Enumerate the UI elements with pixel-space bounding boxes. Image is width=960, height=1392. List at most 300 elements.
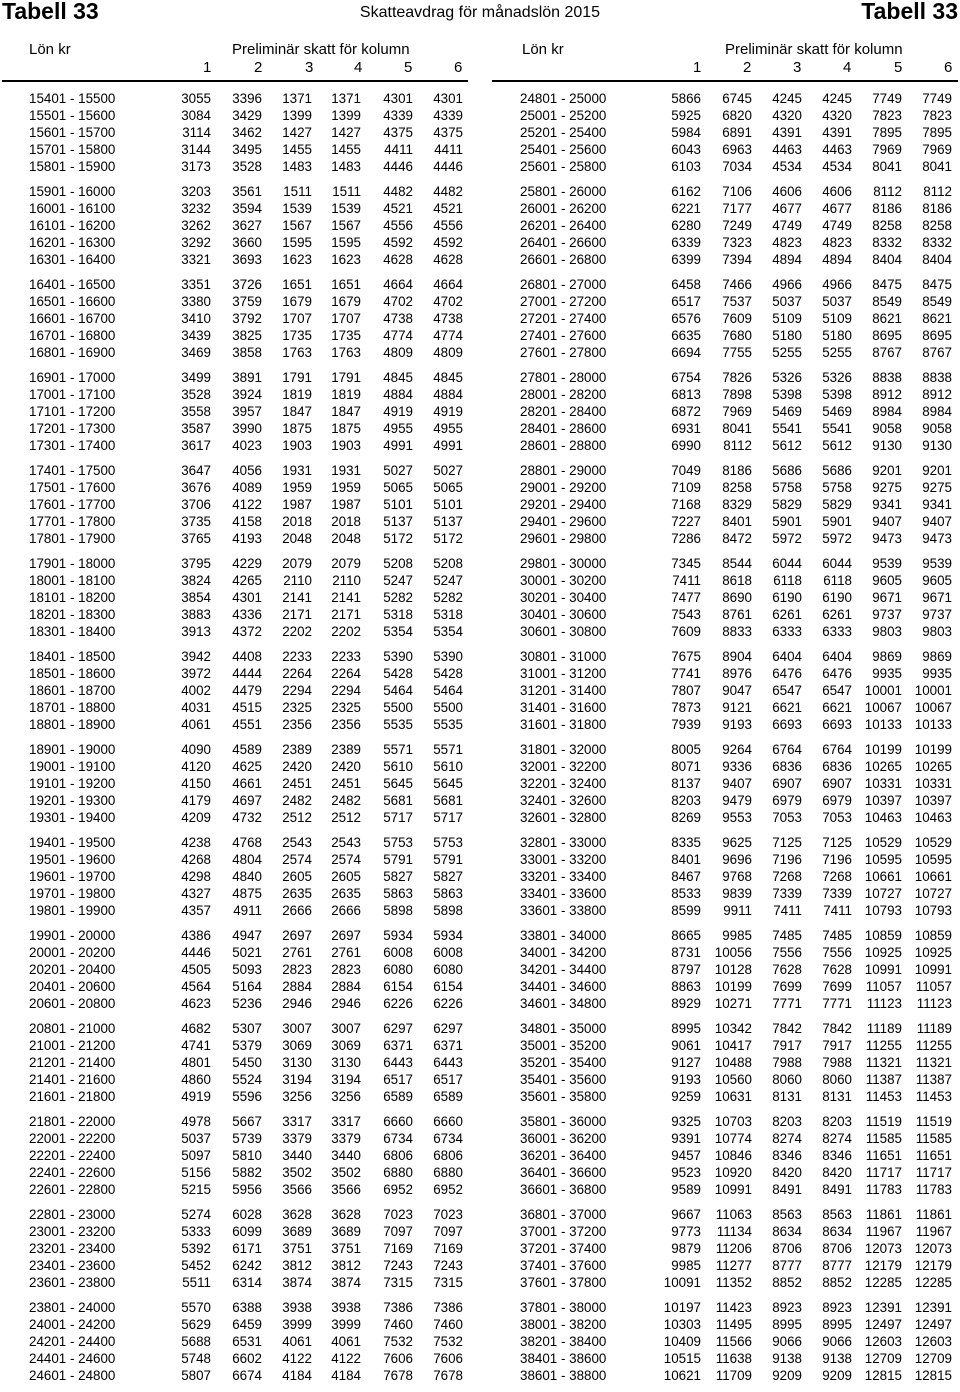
col-num-6: 6 — [944, 59, 953, 76]
tax-col-5: 10529 — [864, 835, 902, 850]
tax-col-3: 2141 — [282, 590, 312, 605]
table-row — [480, 124, 960, 141]
tax-col-1: 8797 — [671, 962, 701, 977]
table-row — [0, 589, 480, 606]
income-range: 37001 - 37200 — [520, 1224, 607, 1239]
tax-col-5: 9737 — [872, 607, 902, 622]
tax-col-1: 7675 — [671, 649, 701, 664]
tax-col-6: 8041 — [922, 159, 952, 174]
tax-col-2: 8761 — [722, 607, 752, 622]
income-range: 18701 - 18800 — [29, 700, 116, 715]
income-range: 18101 - 18200 — [29, 590, 116, 605]
tax-col-4: 4391 — [822, 125, 852, 140]
tax-col-1: 4682 — [181, 1021, 211, 1036]
tax-col-3: 7485 — [772, 928, 802, 943]
tax-col-1: 5215 — [181, 1182, 211, 1197]
table-row — [0, 530, 480, 547]
income-range: 24801 - 25000 — [520, 91, 607, 106]
tax-col-3: 5541 — [772, 421, 802, 436]
tax-col-5: 10001 — [864, 683, 902, 698]
income-range: 35401 - 35600 — [520, 1072, 607, 1087]
table-row — [480, 555, 960, 572]
table-row — [480, 699, 960, 716]
tax-col-6: 4738 — [433, 311, 463, 326]
tax-col-5: 5428 — [383, 666, 413, 681]
tax-col-5: 4411 — [384, 142, 413, 157]
tax-col-4: 6693 — [822, 717, 852, 732]
tax-col-6: 7315 — [433, 1275, 463, 1290]
tax-col-5: 8984 — [872, 404, 902, 419]
tax-col-6: 5027 — [433, 463, 463, 478]
tax-col-4: 4061 — [331, 1334, 361, 1349]
income-range: 21001 - 21200 — [29, 1038, 116, 1053]
tax-col-6: 6952 — [433, 1182, 463, 1197]
table-row — [480, 1181, 960, 1198]
tax-col-3: 7988 — [772, 1055, 802, 1070]
tax-col-2: 8690 — [722, 590, 752, 605]
tax-col-6: 12073 — [914, 1241, 952, 1256]
tax-col-5: 5101 — [383, 497, 413, 512]
tax-col-2: 3924 — [232, 387, 262, 402]
tax-col-5: 7678 — [383, 1368, 413, 1383]
tax-col-2: 4229 — [232, 556, 262, 571]
table-row — [480, 775, 960, 792]
tax-col-5: 4482 — [383, 184, 413, 199]
income-range: 30401 - 30600 — [520, 607, 607, 622]
tax-header-left: Preliminär skatt för kolumn — [232, 41, 410, 58]
tax-col-2: 10774 — [714, 1131, 752, 1146]
tax-col-3: 2264 — [282, 666, 312, 681]
table-row — [0, 386, 480, 403]
table-row — [480, 386, 960, 403]
tax-col-5: 9473 — [872, 531, 902, 546]
tax-col-1: 3439 — [181, 328, 211, 343]
tax-col-2: 3528 — [232, 159, 262, 174]
income-range: 16101 - 16200 — [29, 218, 116, 233]
tax-col-6: 10925 — [914, 945, 952, 960]
tax-col-3: 2482 — [282, 793, 312, 808]
tax-col-3: 7771 — [772, 996, 802, 1011]
table-row — [480, 1164, 960, 1181]
tax-col-3: 7628 — [772, 962, 802, 977]
tax-col-3: 1875 — [282, 421, 312, 436]
tax-col-1: 7609 — [671, 624, 701, 639]
tax-col-6: 8258 — [922, 218, 952, 233]
tax-col-1: 3499 — [181, 370, 211, 385]
income-range: 18301 - 18400 — [29, 624, 116, 639]
table-row — [0, 851, 480, 868]
tax-col-1: 5392 — [181, 1241, 211, 1256]
table-row — [480, 648, 960, 665]
tax-col-3: 1511 — [283, 184, 312, 199]
tax-col-5: 5610 — [383, 759, 413, 774]
tax-col-4: 8923 — [822, 1300, 852, 1315]
tax-col-3: 2823 — [282, 962, 312, 977]
tax-col-6: 5863 — [433, 886, 463, 901]
tax-col-3: 2451 — [282, 776, 312, 791]
table-row — [480, 1054, 960, 1071]
tax-col-2: 11566 — [715, 1334, 752, 1349]
tax-col-5: 7969 — [872, 142, 902, 157]
table-row — [480, 437, 960, 454]
tax-col-6: 4556 — [433, 218, 463, 233]
page-header — [0, 0, 960, 28]
tax-col-2: 10991 — [714, 1182, 752, 1197]
income-range: 27601 - 27800 — [520, 345, 607, 360]
tax-col-4: 5758 — [822, 480, 852, 495]
tax-col-3: 7556 — [772, 945, 802, 960]
tax-col-2: 5667 — [232, 1114, 262, 1129]
tax-col-4: 2823 — [331, 962, 361, 977]
tax-col-4: 3502 — [331, 1165, 361, 1180]
income-range: 15601 - 15700 — [29, 125, 116, 140]
tax-col-4: 7268 — [822, 869, 852, 884]
tax-col-6: 9803 — [922, 624, 952, 639]
tax-col-6: 11651 — [915, 1148, 952, 1163]
tax-col-4: 6190 — [822, 590, 852, 605]
tax-col-2: 9121 — [722, 700, 752, 715]
tax-col-2: 11709 — [715, 1368, 752, 1383]
tax-col-6: 5172 — [433, 531, 463, 546]
income-range: 37201 - 37400 — [520, 1241, 607, 1256]
tax-col-3: 6333 — [772, 624, 802, 639]
tax-col-2: 6891 — [722, 125, 752, 140]
tax-col-4: 7053 — [822, 810, 852, 825]
tax-col-5: 7023 — [383, 1207, 413, 1222]
row-group — [480, 834, 960, 919]
tax-col-3: 7699 — [772, 979, 802, 994]
tax-col-5: 5247 — [383, 573, 413, 588]
tax-col-3: 4823 — [772, 235, 802, 250]
tax-col-2: 3561 — [232, 184, 262, 199]
table-row — [480, 344, 960, 361]
tax-col-4: 1623 — [331, 252, 361, 267]
tax-col-4: 1791 — [331, 370, 361, 385]
tax-col-2: 9768 — [722, 869, 752, 884]
tax-col-3: 4391 — [772, 125, 802, 140]
tax-col-3: 9066 — [772, 1334, 802, 1349]
tax-col-4: 3130 — [331, 1055, 361, 1070]
tax-col-4: 6404 — [822, 649, 852, 664]
tax-col-6: 5354 — [433, 624, 463, 639]
tax-col-4: 7556 — [822, 945, 852, 960]
tax-col-1: 8533 — [671, 886, 701, 901]
tax-col-5: 5645 — [383, 776, 413, 791]
tax-col-6: 6297 — [433, 1021, 463, 1036]
tax-col-5: 7606 — [383, 1351, 413, 1366]
row-group — [0, 462, 480, 547]
tax-col-6: 8912 — [922, 387, 952, 402]
income-range: 17501 - 17600 — [29, 480, 116, 495]
tax-col-4: 1819 — [331, 387, 361, 402]
income-range: 28401 - 28600 — [520, 421, 607, 436]
tax-col-5: 4738 — [383, 311, 413, 326]
table-row — [480, 902, 960, 919]
tax-col-5: 11717 — [865, 1165, 902, 1180]
tax-col-6: 4845 — [433, 370, 463, 385]
tax-col-3: 7842 — [772, 1021, 802, 1036]
tax-col-4: 5612 — [822, 438, 852, 453]
tax-col-4: 1735 — [331, 328, 361, 343]
tax-col-4: 3689 — [331, 1224, 361, 1239]
tax-col-2: 5307 — [232, 1021, 262, 1036]
income-range: 24001 - 24200 — [29, 1317, 116, 1332]
tax-col-6: 8475 — [922, 277, 952, 292]
income-range: 30801 - 31000 — [520, 649, 607, 664]
tax-col-2: 4089 — [232, 480, 262, 495]
tax-col-3: 1735 — [282, 328, 312, 343]
tax-col-5: 7823 — [872, 108, 902, 123]
tax-col-4: 2389 — [331, 742, 361, 757]
tax-col-6: 11783 — [915, 1182, 952, 1197]
income-range: 34801 - 35000 — [520, 1021, 607, 1036]
tax-col-3: 8491 — [772, 1182, 802, 1197]
table-row — [480, 1206, 960, 1223]
row-group — [480, 1299, 960, 1384]
tax-col-3: 1791 — [282, 370, 312, 385]
income-range: 19901 - 20000 — [29, 928, 116, 943]
tax-col-6: 4991 — [433, 438, 463, 453]
table-row — [0, 310, 480, 327]
tax-col-3: 2761 — [282, 945, 312, 960]
tax-col-3: 3256 — [282, 1089, 312, 1104]
tax-col-2: 7177 — [722, 201, 752, 216]
income-range: 25001 - 25200 — [520, 108, 607, 123]
tax-col-6: 4664 — [433, 277, 463, 292]
tax-col-5: 11519 — [865, 1114, 902, 1129]
tax-col-6: 10793 — [914, 903, 952, 918]
tax-col-3: 3999 — [282, 1317, 312, 1332]
tax-col-6: 8621 — [922, 311, 952, 326]
tax-col-2: 3759 — [232, 294, 262, 309]
table-row — [0, 1274, 480, 1291]
tax-col-6: 4809 — [433, 345, 463, 360]
table-row — [0, 792, 480, 809]
table-row — [480, 665, 960, 682]
tax-col-6: 8984 — [922, 404, 952, 419]
tax-col-1: 5156 — [181, 1165, 211, 1180]
tax-col-5: 4301 — [383, 91, 413, 106]
tax-col-2: 4625 — [232, 759, 262, 774]
tax-col-6: 9605 — [922, 573, 952, 588]
tax-col-5: 12497 — [864, 1317, 902, 1332]
tax-col-3: 5037 — [772, 294, 802, 309]
tax-col-1: 7345 — [671, 556, 701, 571]
tax-col-5: 6952 — [383, 1182, 413, 1197]
tax-col-5: 9605 — [872, 573, 902, 588]
income-range: 19001 - 19100 — [29, 759, 116, 774]
tax-col-4: 6979 — [822, 793, 852, 808]
tax-col-4: 1399 — [331, 108, 361, 123]
row-group — [0, 741, 480, 826]
tax-col-6: 5717 — [433, 810, 463, 825]
tax-col-1: 4564 — [181, 979, 211, 994]
tax-col-4: 1595 — [331, 235, 361, 250]
tax-col-5: 11967 — [865, 1224, 902, 1239]
tax-col-1: 7411 — [672, 573, 701, 588]
tax-col-4: 8274 — [822, 1131, 852, 1146]
col-num-1: 1 — [693, 59, 702, 76]
page-title: Skatteavdrag för månadslön 2015 — [359, 4, 601, 21]
income-range: 34601 - 34800 — [520, 996, 607, 1011]
tax-col-4: 5109 — [822, 311, 852, 326]
income-range: 17201 - 17300 — [29, 421, 116, 436]
tax-col-3: 1567 — [282, 218, 312, 233]
tax-col-4: 3440 — [331, 1148, 361, 1163]
tax-col-2: 5596 — [232, 1089, 262, 1104]
table-row — [480, 1147, 960, 1164]
tax-col-3: 8852 — [772, 1275, 802, 1290]
tax-col-3: 6476 — [772, 666, 802, 681]
tax-col-2: 3792 — [232, 311, 262, 326]
income-range: 16901 - 17000 — [29, 370, 116, 385]
tax-col-5: 5065 — [383, 480, 413, 495]
tax-col-4: 1371 — [331, 91, 361, 106]
tax-col-2: 4301 — [232, 590, 262, 605]
tax-col-1: 3232 — [181, 201, 211, 216]
tax-col-6: 10001 — [914, 683, 952, 698]
tax-col-6: 8549 — [922, 294, 952, 309]
table-row — [480, 479, 960, 496]
table-row — [0, 420, 480, 437]
table-row — [480, 90, 960, 107]
tax-col-1: 3410 — [181, 311, 211, 326]
tax-col-3: 5612 — [772, 438, 802, 453]
tax-col-3: 2666 — [282, 903, 312, 918]
tax-col-2: 6171 — [232, 1241, 262, 1256]
table-row — [480, 1113, 960, 1130]
tax-col-2: 3627 — [232, 218, 262, 233]
tax-col-4: 4749 — [822, 218, 852, 233]
tax-col-3: 5109 — [772, 311, 802, 326]
row-group — [0, 276, 480, 361]
income-range: 16401 - 16500 — [29, 277, 116, 292]
tax-col-6: 7386 — [433, 1300, 463, 1315]
tax-col-3: 4320 — [772, 108, 802, 123]
tax-col-1: 4801 — [181, 1055, 211, 1070]
tax-col-1: 5097 — [181, 1148, 211, 1163]
tax-col-4: 7196 — [822, 852, 852, 867]
row-group — [0, 927, 480, 1012]
tax-col-4: 2325 — [331, 700, 361, 715]
tax-col-5: 8621 — [872, 311, 902, 326]
income-range: 17001 - 17100 — [29, 387, 116, 402]
income-range: 24401 - 24600 — [29, 1351, 116, 1366]
tax-col-4: 2512 — [331, 810, 361, 825]
tax-col-2: 11638 — [715, 1351, 752, 1366]
income-range: 33601 - 33800 — [520, 903, 607, 918]
tax-col-3: 4894 — [772, 252, 802, 267]
income-range: 34401 - 34600 — [520, 979, 607, 994]
tax-col-6: 9935 — [922, 666, 952, 681]
tax-col-6: 11123 — [916, 996, 952, 1011]
tax-col-2: 5093 — [232, 962, 262, 977]
table-row — [480, 141, 960, 158]
tax-col-5: 9539 — [872, 556, 902, 571]
tax-col-1: 6339 — [671, 235, 701, 250]
row-group — [0, 1020, 480, 1105]
tax-col-2: 9696 — [722, 852, 752, 867]
table-row — [480, 1071, 960, 1088]
col-num-2: 2 — [743, 59, 752, 76]
col-num-4: 4 — [354, 59, 363, 76]
tax-col-1: 10515 — [663, 1351, 701, 1366]
table-row — [0, 809, 480, 826]
tax-col-6: 4411 — [434, 142, 463, 157]
tax-col-6: 9341 — [922, 497, 952, 512]
table-row — [480, 200, 960, 217]
tax-col-6: 8695 — [922, 328, 952, 343]
tax-col-3: 1763 — [282, 345, 312, 360]
tax-col-2: 4023 — [232, 438, 262, 453]
tax-col-4: 8060 — [822, 1072, 852, 1087]
table-row — [480, 310, 960, 327]
col-num-3: 3 — [305, 59, 314, 76]
table-row — [480, 1367, 960, 1384]
tax-col-4: 1427 — [331, 125, 361, 140]
tax-col-6: 4628 — [433, 252, 463, 267]
income-range: 19801 - 19900 — [29, 903, 116, 918]
tax-col-2: 3891 — [232, 370, 262, 385]
row-group — [480, 1020, 960, 1105]
tax-col-5: 7243 — [383, 1258, 413, 1273]
income-range: 28801 - 29000 — [520, 463, 607, 478]
income-range: 33001 - 33200 — [520, 852, 607, 867]
income-range: 22001 - 22200 — [29, 1131, 116, 1146]
income-range: 36601 - 36800 — [520, 1182, 607, 1197]
tax-col-2: 3858 — [232, 345, 262, 360]
tax-col-2: 9985 — [722, 928, 752, 943]
tax-col-3: 7268 — [772, 869, 802, 884]
tax-col-1: 4978 — [181, 1114, 211, 1129]
tax-col-2: 6459 — [232, 1317, 262, 1332]
tax-col-4: 1455 — [331, 142, 361, 157]
tax-col-6: 5827 — [433, 869, 463, 884]
tax-col-3: 3069 — [282, 1038, 312, 1053]
tax-col-4: 2420 — [331, 759, 361, 774]
tax-col-1: 3262 — [181, 218, 211, 233]
table-row — [0, 183, 480, 200]
tax-col-1: 9667 — [671, 1207, 701, 1222]
income-range: 34001 - 34200 — [520, 945, 607, 960]
tax-col-6: 5247 — [433, 573, 463, 588]
tax-col-3: 3628 — [282, 1207, 312, 1222]
table-row — [0, 1181, 480, 1198]
tax-col-1: 3528 — [181, 387, 211, 402]
tax-col-6: 6806 — [433, 1148, 463, 1163]
tax-col-6: 10529 — [914, 835, 952, 850]
tax-col-3: 4966 — [772, 277, 802, 292]
tax-col-2: 6963 — [722, 142, 752, 157]
income-range: 32001 - 32200 — [520, 759, 607, 774]
income-range: 31201 - 31400 — [520, 683, 607, 698]
income-range: 20801 - 21000 — [29, 1021, 116, 1036]
tax-col-1: 3676 — [181, 480, 211, 495]
tax-col-4: 2666 — [331, 903, 361, 918]
tax-col-5: 8767 — [872, 345, 902, 360]
tax-col-3: 5180 — [772, 328, 802, 343]
table-row — [0, 775, 480, 792]
tax-col-5: 11585 — [865, 1131, 902, 1146]
income-range: 22201 - 22400 — [29, 1148, 116, 1163]
tax-col-1: 10091 — [663, 1275, 701, 1290]
income-range: 19301 - 19400 — [29, 810, 116, 825]
tax-col-2: 10128 — [714, 962, 752, 977]
table-row — [0, 944, 480, 961]
tax-col-1: 5748 — [181, 1351, 211, 1366]
income-range: 38001 - 38200 — [520, 1317, 607, 1332]
tax-col-2: 6820 — [722, 108, 752, 123]
